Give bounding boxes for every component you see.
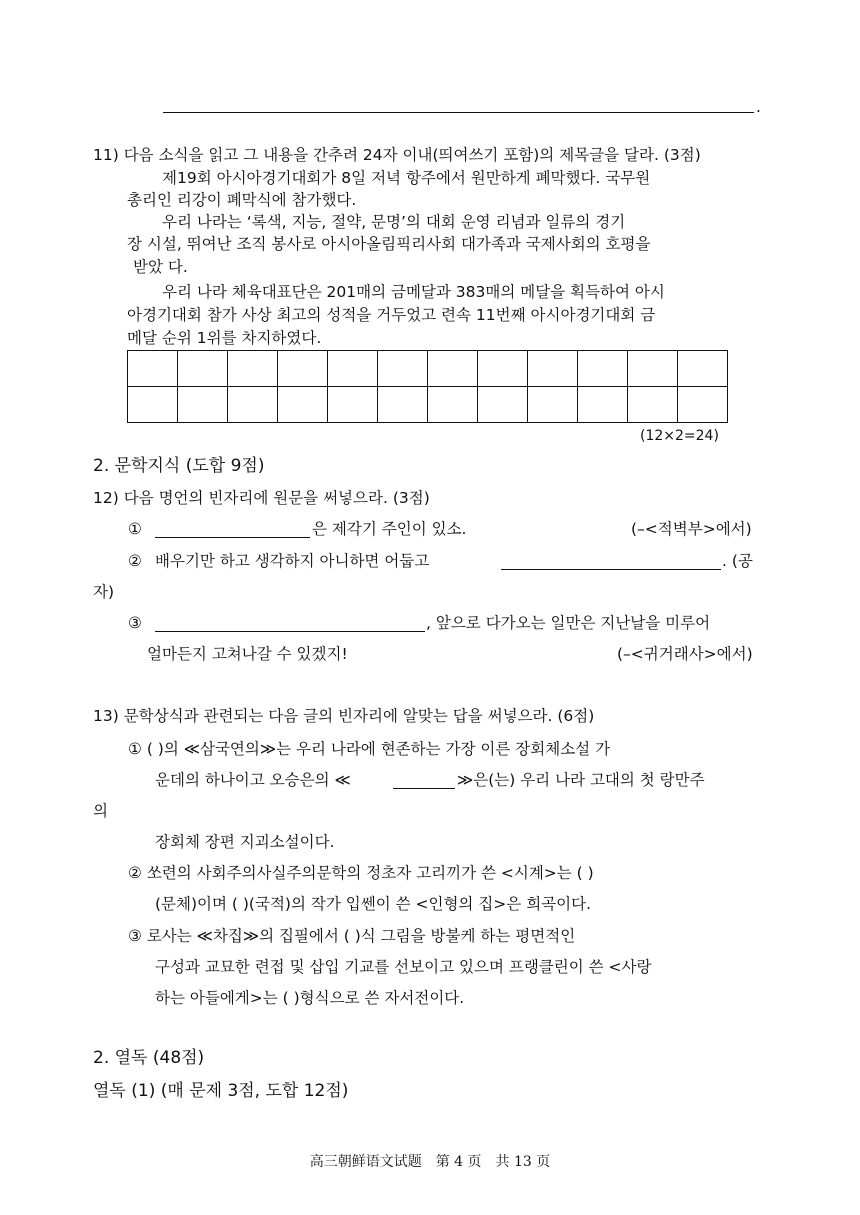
answer-grid[interactable] bbox=[127, 350, 728, 423]
grid-note: (12×2=24) bbox=[640, 428, 719, 444]
q12-item2-text: 배우기만 하고 생각하지 아니하면 어둡고 bbox=[155, 552, 430, 570]
q11-para3-line1: 우리 나라 체육대표단은 201매의 금메달과 383매의 메달을 획득하여 아시 bbox=[162, 283, 665, 301]
answer-cell[interactable] bbox=[478, 351, 528, 387]
section-heading-reading: 2. 열독 (48점) bbox=[93, 1048, 205, 1068]
answer-cell[interactable] bbox=[328, 387, 378, 423]
q12-item1-blank[interactable] bbox=[155, 521, 310, 538]
q13-item1-line2-tail: ≫은(는) 우리 나라 고대의 첫 랑만주 bbox=[457, 771, 705, 789]
q12-item3-line2: 얼마든지 고쳐나갈 수 있겠지! bbox=[147, 645, 348, 663]
q11-para3-line2: 아경기대회 참가 사상 최고의 성적을 거두었고 련속 11번째 아시아경기대회 금 bbox=[127, 306, 656, 324]
answer-cell[interactable] bbox=[628, 351, 678, 387]
answer-cell[interactable] bbox=[678, 387, 728, 423]
answer-cell[interactable] bbox=[178, 387, 228, 423]
answer-line-period: . bbox=[756, 98, 761, 116]
q13-item1-line3: 장회체 장편 지괴소설이다. bbox=[155, 833, 335, 851]
answer-cell[interactable] bbox=[228, 387, 278, 423]
answer-grid-row bbox=[128, 387, 728, 423]
q13-prompt: 13) 문학상식과 관련되는 다음 글의 빈자리에 알맞는 답을 써넣으라. (6점) bbox=[93, 707, 595, 725]
q13-item3-line3: 하는 아들에게>는 ( )형식으로 쓴 자서전이다. bbox=[155, 989, 465, 1007]
q11-prompt: 11) 다음 소식을 읽고 그 내용을 간추려 24자 이내(띄여쓰기 포함)의 제목글을 달라. (3점) bbox=[93, 146, 701, 164]
q12-item3-source: (–<귀거래사>에서) bbox=[617, 645, 753, 663]
page-footer: 高三朝鲜语文试题 第 4 页 共 13 页 bbox=[309, 1154, 551, 1170]
answer-cell[interactable] bbox=[678, 351, 728, 387]
q12-item2-tail: . (공 bbox=[722, 552, 753, 570]
q11-para3-line3: 메달 순위 1위를 차지하였다. bbox=[127, 329, 322, 347]
q13-item1-wrap: 의 bbox=[93, 802, 108, 820]
answer-cell[interactable] bbox=[178, 351, 228, 387]
q13-item1-line1: ① ( )의 ≪삼국연의≫는 우리 나라에 현존하는 가장 이른 장회체소설 가 bbox=[128, 740, 611, 758]
answer-cell[interactable] bbox=[478, 387, 528, 423]
q13-item3-line2: 구성과 교묘한 련접 및 삽입 기교를 선보이고 있으며 프랭클린이 쓴 <사랑 bbox=[155, 958, 652, 976]
answer-line-top bbox=[163, 112, 754, 113]
q11-para2-line3: 받았 다. bbox=[133, 258, 188, 276]
answer-cell[interactable] bbox=[628, 387, 678, 423]
answer-cell[interactable] bbox=[278, 351, 328, 387]
answer-cell[interactable] bbox=[328, 351, 378, 387]
answer-cell[interactable] bbox=[378, 387, 428, 423]
q11-para2-line1: 우리 나라는 ‘록색, 지능, 절약, 문명’의 대회 운영 리념과 일류의 경기 bbox=[162, 213, 626, 231]
q12-prompt: 12) 다음 명언의 빈자리에 원문을 써넣으라. (3점) bbox=[93, 489, 430, 507]
answer-cell[interactable] bbox=[228, 351, 278, 387]
q12-item1-source: (–<적벽부>에서) bbox=[631, 520, 752, 538]
q12-item2-number: ② bbox=[128, 552, 142, 570]
q12-item2-blank[interactable] bbox=[501, 553, 721, 570]
answer-cell[interactable] bbox=[428, 351, 478, 387]
q13-item2-line2: (문체)이며 ( )(국적)의 작가 입쎈이 쓴 <인형의 집>은 희곡이다. bbox=[155, 895, 592, 913]
answer-cell[interactable] bbox=[378, 351, 428, 387]
answer-cell[interactable] bbox=[428, 387, 478, 423]
q13-item1-blank[interactable] bbox=[393, 772, 455, 789]
q12-item1-text: 은 제각기 주인이 있소. bbox=[312, 520, 467, 538]
answer-cell[interactable] bbox=[278, 387, 328, 423]
q12-item1-number: ① bbox=[128, 520, 142, 538]
q13-item2-line1: ② 쏘련의 사회주의사실주의문학의 정초자 고리끼가 쓴 <시계>는 ( ) bbox=[128, 864, 594, 882]
answer-cell[interactable] bbox=[578, 351, 628, 387]
q12-item2-wrap: 자) bbox=[93, 583, 115, 601]
answer-cell[interactable] bbox=[578, 387, 628, 423]
q12-item3-number: ③ bbox=[128, 614, 142, 632]
q13-item1-line2: 운데의 하나이고 오승은의 ≪ bbox=[155, 771, 351, 789]
section-heading-literature: 2. 문학지식 (도합 9점) bbox=[93, 456, 265, 476]
q11-para2-line2: 장 시설, 뛰여난 조직 봉사로 아시아올림픽리사회 대가족과 국제사회의 호평을 bbox=[127, 235, 651, 253]
answer-cell[interactable] bbox=[128, 387, 178, 423]
q11-para1-line2: 총리인 리강이 폐막식에 참가했다. bbox=[127, 191, 357, 209]
answer-cell[interactable] bbox=[528, 387, 578, 423]
reading-subheading: 열독 (1) (매 문제 3점, 도합 12점) bbox=[93, 1081, 349, 1101]
answer-cell[interactable] bbox=[128, 351, 178, 387]
answer-cell[interactable] bbox=[528, 351, 578, 387]
answer-grid-row bbox=[128, 351, 728, 387]
q12-item3-blank[interactable] bbox=[155, 615, 425, 632]
q13-item3-line1: ③ 로사는 ≪차집≫의 집필에서 ( )식 그림을 방불케 하는 평면적인 bbox=[128, 927, 576, 945]
q11-para1-line1: 제19회 아시아경기대회가 8일 저녁 항주에서 원만하게 폐막했다. 국무원 bbox=[162, 169, 651, 187]
q12-item3-text: , 앞으로 다가오는 일만은 지난날을 미루어 bbox=[426, 614, 711, 632]
